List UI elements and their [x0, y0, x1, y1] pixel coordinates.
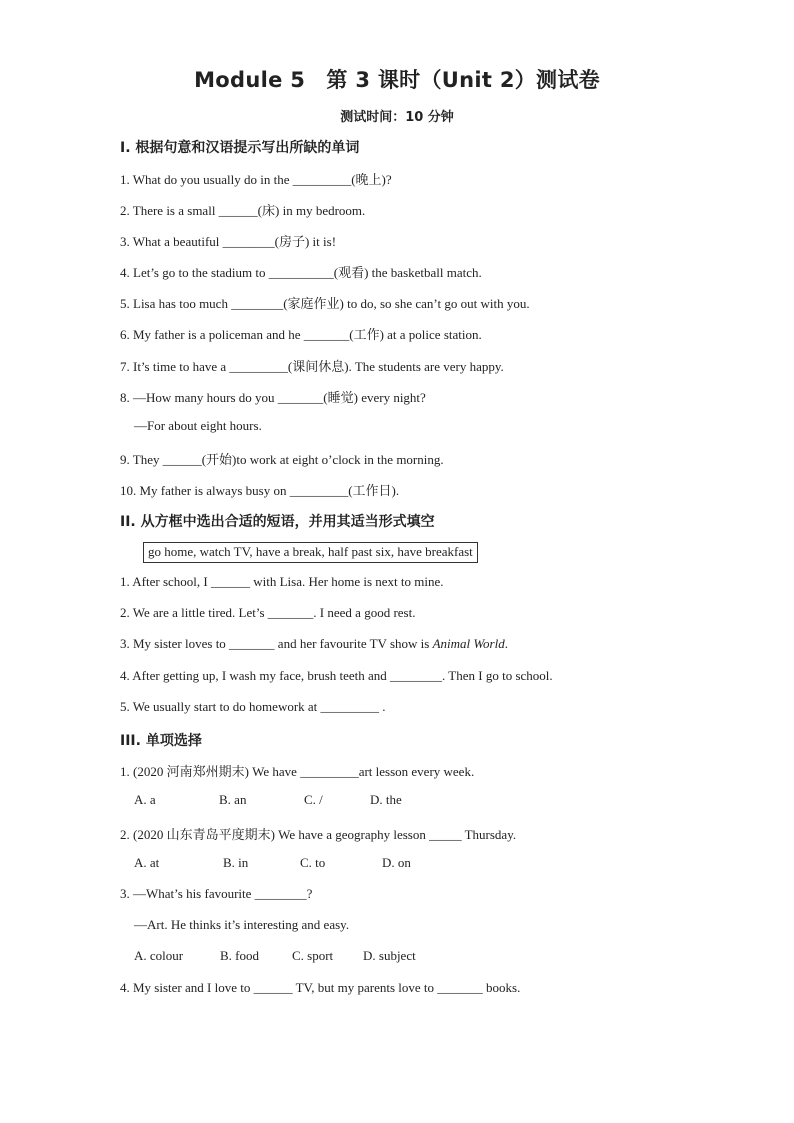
question-text: 10. My father is always busy on _________(工作日).: [120, 483, 400, 498]
question-text: 7. It’s time to have a _________(课间休息). The students are very happy.: [120, 359, 504, 374]
answer-text: —Art. He thinks it’s interesting and easy.: [134, 917, 350, 932]
show-title: Animal World: [432, 636, 505, 651]
option: D. on: [382, 855, 411, 870]
word-box: go home, watch TV, have a break, half past six, have breakfast: [143, 542, 478, 563]
question-text: 1. (2020 河南郑州期末) We have _________art lesson every week.: [120, 764, 475, 779]
option: A. a: [134, 792, 156, 807]
question-text: 2. We are a little tired. Let’s _______. I need a good rest.: [120, 605, 416, 620]
answer-text: —For about eight hours.: [134, 418, 262, 433]
option: A. at: [134, 855, 160, 870]
option: A. colour: [134, 948, 184, 963]
section-1-heading: Ⅰ. 根据句意和汉语提示写出所缺的单词: [120, 140, 360, 156]
question-text: 4. Let’s go to the stadium to __________(观看) the basketball match.: [120, 265, 482, 280]
section-3-heading: III. 单项选择: [120, 733, 202, 749]
question-text-start: 3. My sister loves to _______ and her favourite TV show is: [120, 636, 433, 651]
question-text: 1. After school, I ______ with Lisa. Her home is next to mine.: [120, 574, 444, 589]
question-text: 2. (2020 山东青岛平度期末) We have a geography lesson _____ Thursday.: [120, 827, 517, 842]
question-text: 5. Lisa has too much ________(家庭作业) to do, so she can’t go out with you.: [120, 296, 530, 311]
option-row: [134, 948, 416, 964]
question-text: 4. My sister and I love to ______ TV, but my parents love to _______ books.: [120, 980, 521, 995]
option-row: [134, 792, 402, 808]
test-duration: 测试时间：10 分钟: [340, 110, 454, 125]
question-text: 8. —How many hours do you _______(睡觉) every night?: [120, 390, 426, 405]
section-2-heading: II. 从方框中选出合适的短语，并用其适当形式填空: [120, 514, 435, 530]
question-text: [120, 636, 508, 652]
option: C. /: [304, 792, 323, 807]
option: B. an: [219, 792, 247, 807]
question-text: 2. There is a small ______(床) in my bedroom.: [120, 203, 366, 218]
option: C. sport: [292, 948, 334, 963]
question-text: 3. —What’s his favourite ________?: [120, 886, 313, 901]
question-text: 3. What a beautiful ________(房子) it is!: [120, 234, 337, 249]
page-title: Module 5 第 3 课时（Unit 2）测试卷: [194, 68, 600, 92]
question-text: 6. My father is a policeman and he _______(工作) at a police station.: [120, 327, 482, 342]
option: B. food: [220, 948, 259, 963]
option-row: [134, 855, 411, 871]
option: D. the: [370, 792, 402, 807]
question-text-end: .: [504, 636, 508, 651]
question-text: 9. They ______(开始)to work at eight o’clock in the morning.: [120, 452, 444, 467]
question-text: 1. What do you usually do in the _________(晚上)?: [120, 172, 392, 187]
question-text: 5. We usually start to do homework at _________ .: [120, 699, 386, 714]
option: B. in: [223, 855, 249, 870]
option: D. subject: [363, 948, 416, 963]
question-text: 4. After getting up, I wash my face, brush teeth and ________. Then I go to school.: [120, 668, 553, 683]
option: C. to: [300, 855, 326, 870]
